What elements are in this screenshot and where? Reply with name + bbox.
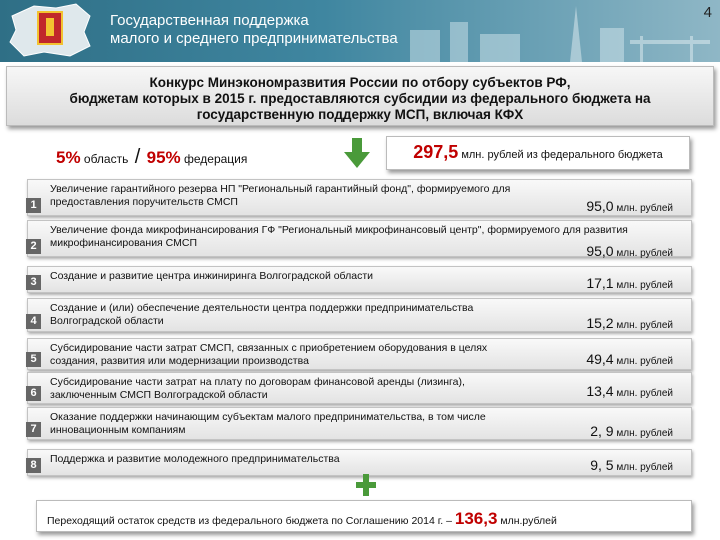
item-text: Увеличение фонда микрофинансирования ГФ "Региональный микрофинансовый центр", формируемого для развития микрофинансирования СМСП — [50, 224, 628, 249]
region-label: область — [83, 152, 129, 166]
item-unit: млн. рублей — [616, 203, 673, 214]
list-item — [27, 407, 692, 440]
item-unit: млн. рублей — [616, 320, 673, 331]
item-unit: млн. рублей — [616, 462, 673, 473]
banner-line-3: государственную поддержку МСП, включая КФХ — [196, 107, 524, 122]
carryover-unit: млн.рублей — [500, 515, 557, 527]
item-unit: млн. рублей — [616, 248, 673, 259]
item-text: Оказание поддержки начинающим субъектам малого предпринимательства, в том числе инновационным компаниям — [50, 411, 486, 436]
item-amount: 2, 9 — [590, 423, 614, 439]
item-value — [590, 457, 673, 473]
item-text: Увеличение гарантийного резерва НП "Региональный гарантийный фонд", формируемого для предоставления поручительств СМСП — [50, 183, 511, 208]
item-number: 8 — [26, 458, 41, 473]
carryover-amount: 136,3 — [454, 509, 498, 528]
federal-percent: 95% — [146, 148, 181, 167]
contest-banner — [6, 66, 714, 126]
item-number: 2 — [26, 239, 41, 254]
item-value — [586, 351, 673, 367]
list-item — [27, 179, 692, 216]
item-unit: млн. рублей — [616, 280, 673, 291]
list-item — [27, 220, 692, 257]
item-value — [590, 423, 673, 439]
carryover-text: Переходящий остаток средств из федерального бюджета по Соглашению 2014 г. – — [47, 515, 452, 527]
item-amount: 13,4 — [586, 383, 614, 399]
item-value — [586, 383, 673, 399]
item-number: 7 — [26, 422, 41, 437]
item-number: 1 — [26, 198, 41, 213]
item-value — [586, 275, 673, 291]
header-banner — [0, 0, 720, 62]
item-amount: 17,1 — [586, 275, 614, 291]
federal-label: федерация — [183, 152, 248, 166]
total-amount: 297,5 — [413, 142, 459, 162]
item-value — [586, 243, 673, 259]
list-item — [27, 298, 692, 332]
region-map-emblem-icon — [4, 2, 94, 58]
item-number: 4 — [26, 314, 41, 329]
item-unit: млн. рублей — [616, 428, 673, 439]
plus-icon — [356, 474, 376, 496]
down-arrow-icon — [344, 138, 370, 168]
item-unit: млн. рублей — [616, 388, 673, 399]
region-percent: 5% — [56, 148, 81, 167]
page-number: 4 — [703, 4, 712, 21]
split-slash: / — [134, 146, 141, 168]
list-item — [27, 266, 692, 293]
item-text: Субсидирование части затрат на плату по договорам финансовой аренды (лизинга), заключенным СМСП Волгоградской области — [50, 376, 465, 401]
banner-line-2: бюджетам которых в 2015 г. предоставляются субсидии из федерального бюджета на — [69, 91, 651, 106]
item-amount: 49,4 — [586, 351, 614, 367]
banner-line-1: Конкурс Минэкономразвития России по отбору субъектов РФ, — [149, 75, 571, 90]
item-amount: 9, 5 — [590, 457, 614, 473]
funding-split — [56, 146, 247, 169]
total-federal-box — [386, 136, 690, 170]
title-line-1: Государственная поддержка — [110, 12, 309, 29]
item-text: Поддержка и развитие молодежного предпринимательства — [50, 453, 340, 465]
item-number: 3 — [26, 275, 41, 290]
list-item — [27, 338, 692, 370]
item-unit: млн. рублей — [616, 356, 673, 367]
item-amount: 95,0 — [586, 198, 614, 214]
page-title — [110, 12, 398, 48]
list-item — [27, 372, 692, 404]
item-text: Создание и развитие центра инжиниринга Волгоградской области — [50, 270, 373, 282]
item-amount: 95,0 — [586, 243, 614, 259]
item-value — [586, 198, 673, 214]
list-item — [27, 449, 692, 476]
city-skyline-image — [390, 0, 720, 62]
item-value — [586, 315, 673, 331]
item-text: Создание и (или) обеспечение деятельности центра поддержки предпринимательства Волгоградской области — [50, 302, 474, 327]
carryover-balance-box — [36, 500, 692, 532]
item-text: Субсидирование части затрат СМСП, связанных с приобретением оборудования в целях создания, развития или модернизации производства — [50, 342, 488, 367]
item-amount: 15,2 — [586, 315, 614, 331]
item-number: 5 — [26, 352, 41, 367]
total-label: млн. рублей из федерального бюджета — [461, 149, 663, 161]
title-line-2: малого и среднего предпринимательства — [110, 30, 398, 47]
item-number: 6 — [26, 386, 41, 401]
